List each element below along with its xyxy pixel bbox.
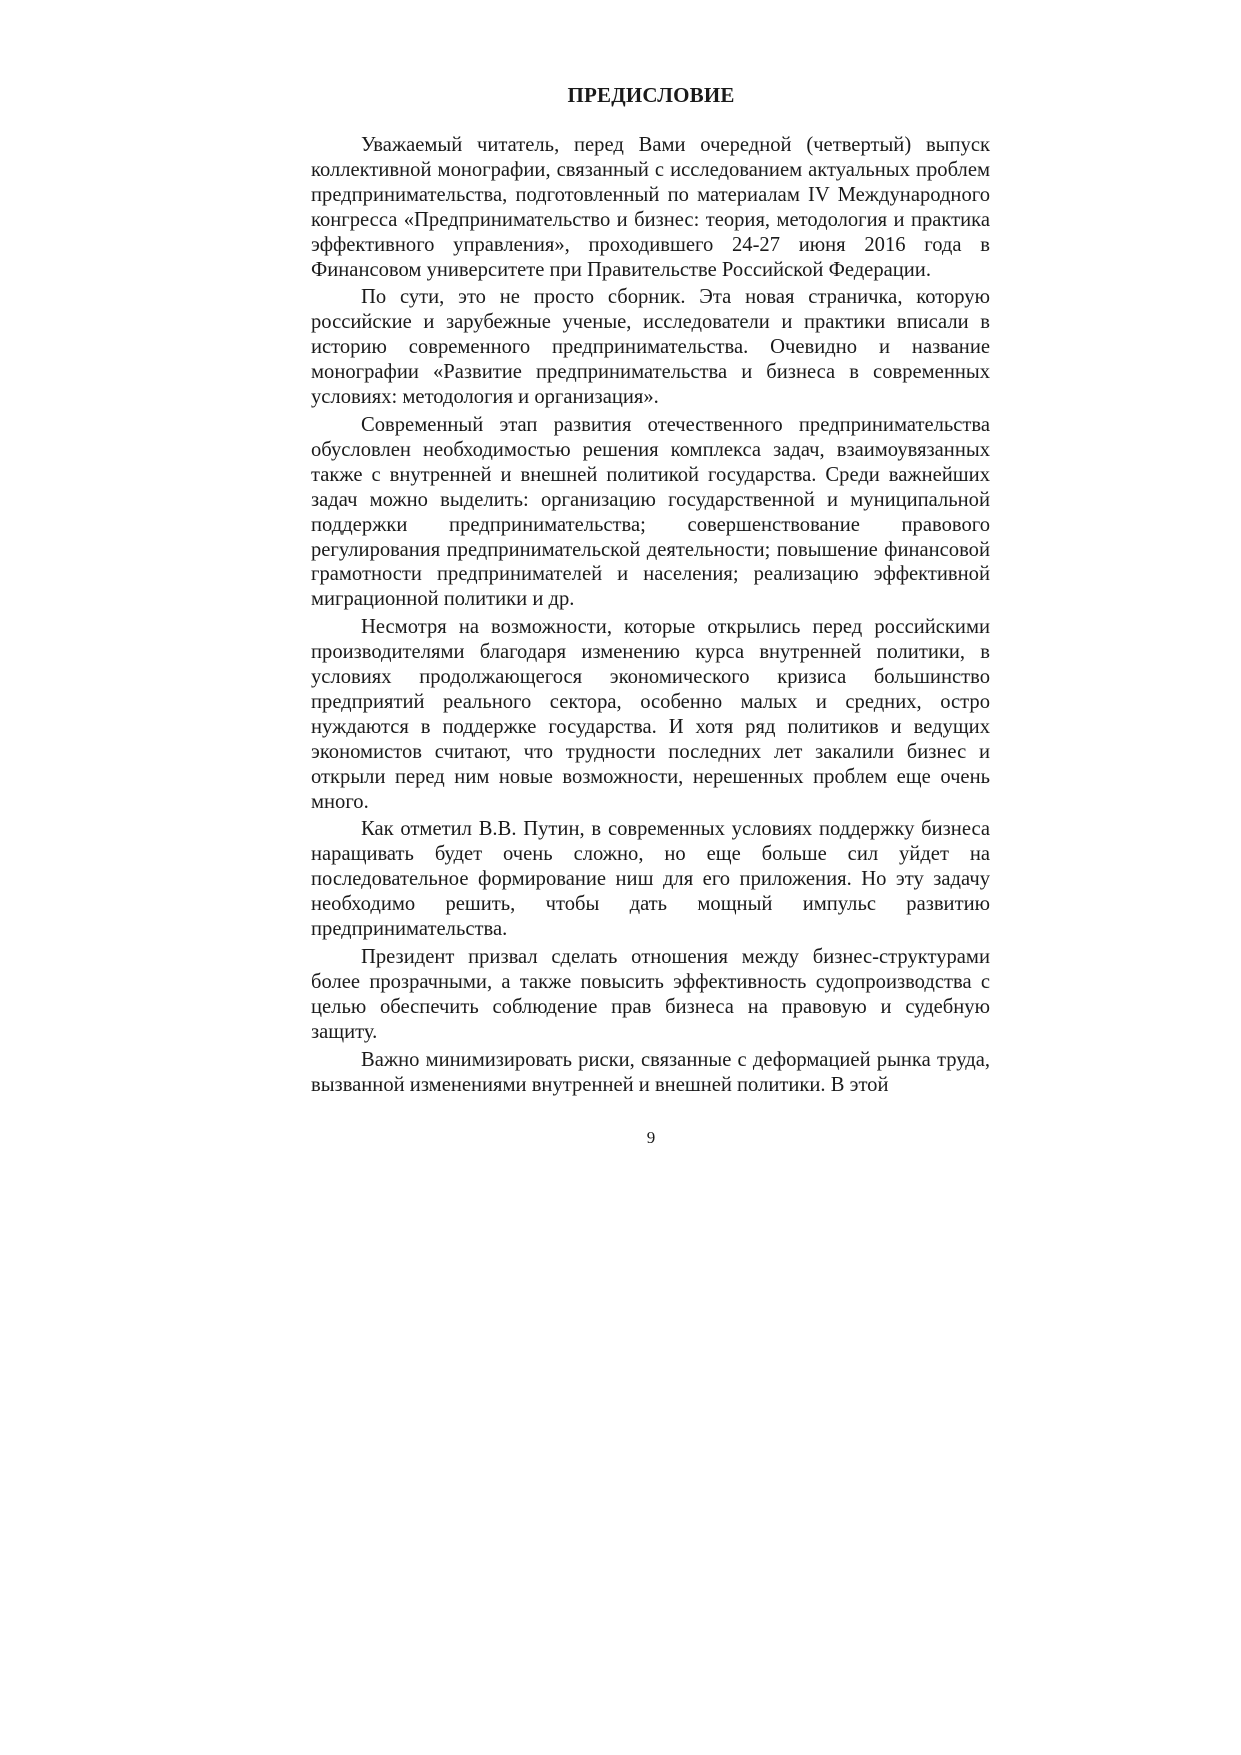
paragraph-2: По сути, это не просто сборник. Эта новая страничка, которую российские и зарубежные ученые, исследователи и практики вписали в историю современного предпринимательства. Очевидно и название монографии «Развитие предпринимательства и бизнеса в современных условиях: методология и организация». xyxy=(311,286,990,409)
body-text xyxy=(311,133,990,1097)
page-number: 9 xyxy=(646,1128,656,1147)
paragraph-5: Как отметил В.В. Путин, в современных условиях поддержку бизнеса наращивать будет очень сложно, но еще больше сил уйдет на последовательное формирование ниш для его приложения. Но эту задачу необходимо решить, чтобы дать мощный импульс развитию предпринимательства. xyxy=(311,818,990,941)
paragraph-4: Несмотря на возможности, которые открылись перед российскими производителями благодаря изменению курса внутренней политики, в условиях продолжающегося экономического кризиса большинство предприятий реального сектора, особенно малых и средних, остро нуждаются в поддержке государства. И хотя ряд политиков и ведущих экономистов считают, что трудности последних лет закалили бизнес и открыли перед ним новые возможности, нерешенных проблем еще очень много. xyxy=(311,616,990,813)
paragraph-6: Президент призвал сделать отношения между бизнес-структурами более прозрачными, а также повысить эффективность судопроизводства с целью обеспечить соблюдение прав бизнеса на правовую и судебную защиту. xyxy=(311,946,990,1043)
paragraph-1: Уважаемый читатель, перед Вами очередной (четвертый) выпуск коллективной монографии, связанный с исследованием актуальных проблем предпринимательства, подготовленный по материалам IV Международного конгресса «Предпринимательство и бизнес: теория, методология и практика эффективного управления», проходившего 24-27 июня 2016 года в Финансовом университете при Правительстве Российской Федерации. xyxy=(311,134,990,281)
paragraph-3: Современный этап развития отечественного предпринимательства обусловлен необходимостью решения комплекса задач, взаимоувязанных также с внутренней и внешней политикой государства. Среди важнейших задач можно выделить: организацию государственной и муниципальной поддержки предпринимательства; совершенствование правового регулирования предпринимательской деятельности; повышение финансовой грамотности предпринимателей и населения; реализацию эффективной миграционной политики и др. xyxy=(311,413,990,611)
page-title: ПРЕДИСЛОВИЕ xyxy=(567,83,735,107)
paragraph-7: Важно минимизировать риски, связанные с деформацией рынка труда, вызванной изменениями внутренней и внешней политики. В этой xyxy=(311,1048,990,1096)
